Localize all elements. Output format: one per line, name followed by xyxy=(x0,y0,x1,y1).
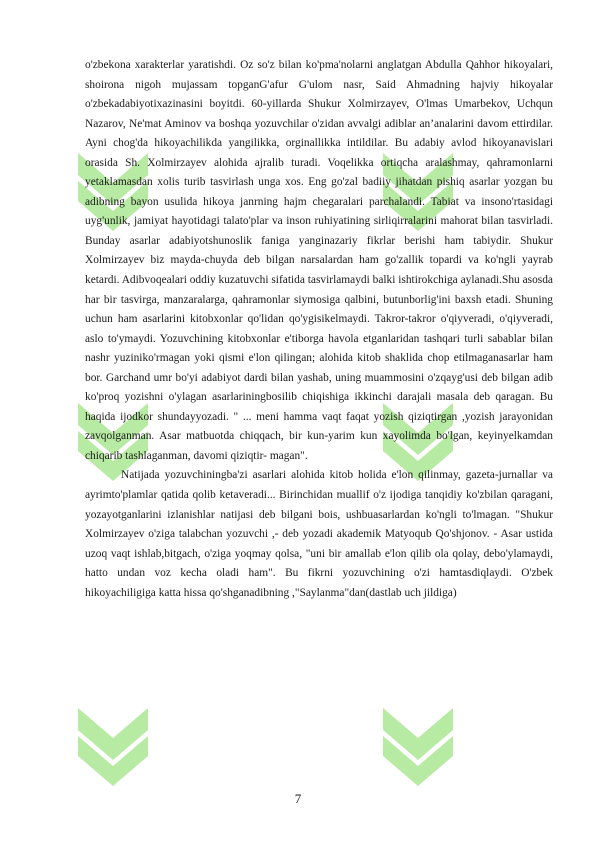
watermark-logo-icon xyxy=(375,700,461,786)
body-text xyxy=(85,56,553,603)
page-number: 7 xyxy=(294,791,302,806)
paragraph: Natijada yozuvchiningba'zi asarlari alohida kitob holida e'lon qilinmay, gazeta-jurnallar va ayrimto'plamlar qatida qolib ketaveradi... Birinchidan muallif o'z ijodiga tanqidiy ko'zbilan qaragani, yozayotganlarini izlanishlar natijasi deb bilgani bois, ushbuasarlardan ko'ngli to'lmagan. "Shukur Xolmirzayev o'ziga talabchan yozuvchi ,- deb yozadi akademik Matyoqub Qo'shjonov. - Asar ustida uzoq vaqt ishlab,bitgach, o'ziga yoqmay qolsa, "uni bir amallab e'lon qilib ola qolay, debo'ylamaydi, hatto undan voz kecha oladi ham". Bu fikrni yozuvchining o'zi hamtasdiqlaydi. O'zbek hikoyachiligiga katta hissa qo'shganadibning ,"Saylanma"dan(dastlab uch jildiga) xyxy=(85,469,553,599)
watermark-logo-icon xyxy=(70,700,156,786)
paragraph: o'zbekona xarakterlar yaratishdi. Oz so'z bilan ko'pma'nolarni anglatgan Abdulla Qahhor hikoyalari, shoirona nigoh mujassam topganG'afur G'ulom nasr, Said Ahmadning hajviy hikoyalar o'zbekadabiyotixazinasini boyitdi. 60-yillarda Shukur Xolmirzayev, O'lmas Umarbekov, Uchqun Nazarov, Ne'mat Aminov va boshqa yozuvchilar o'zidan avvalgi adiblar an’analarini davom ettirdilar. Ayni chog'da hikoyachilikda yangilikka, orginallikka intildilar. Bu adabiy avlod hikoyanavislari orasida Sh. Xolmirzayev alohida ajralib turadi. Voqelikka ortiqcha aralashmay, qahramonlarni yetaklamasdan xolis turib tasvirlash unga xos. Eng go'zal badiiy jihatdan pishiq asarlar yozgan bu adibning bayon usulida hikoya janrning hajm chegaralari parchalandi. Tabiat va insono'rtasidagi uyg'unlik, jamiyat hayotidagi talato'plar va inson ruhiyatining sirliqirralarini mahorat bilan tasvirladi. Bunday asarlar adabiyotshunoslik faniga yanginazariy fikrlar berishi ham tabiydir. Shukur Xolmirzayev biz mayda-chuyda deb bilgan narsalardan ham go'zallik topardi va ko'ngli yayrab ketardi. Adibvoqealari oddiy kuzatuvchi sifatida tasvirlamaydi balki ishtirokchiga aylanadi.Shu asosda har bir tasvirga, manzaralarga, qahramonlar siymosiga qalbini, butunborlig'ini baxsh etadi. Shuning uchun ham asarlarini kitobxonlar qo'lidan qo'ygisikelmaydi. Takror-takror o'qiyveradi, o'qiyveradi, aslo to'ymaydi. Yozuvchining kitobxonlar e'tiborga havola etganlaridan tashqari turli sabablar bilan nashr yuziniko'rmagan yoki qismi e'lon qilingan; alohida kitob shaklida chop etilmaganasarlar ham bor. Garchand umr bo'yi adabiyot dardi bilan yashab, uning muammosini o'zqayg'usi deb bilgan adib ko'proq yozishni o'ylagan asarlariningbosilib chiqishiga ikkinchi darajali masala deb qaragan. Bu haqida ijodkor shundayyozadi. " ... meni hamma vaqt faqat yozish qiziqtirgan ,yozish jarayonidan zavqolganman. Asar matbuotda chiqqach, bir kun-yarim kun xayolimda bo'lgan, keyinyelkamdan chiqarib tashlaganman, davomi qiziqtir- magan". xyxy=(85,59,553,462)
